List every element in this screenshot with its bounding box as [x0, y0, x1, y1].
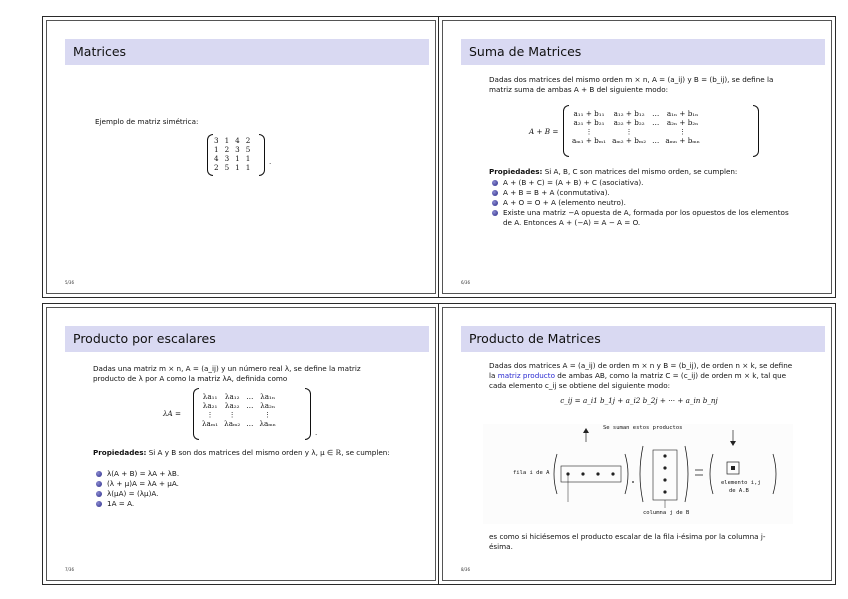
matrix-cell: λaₘ₂: [224, 419, 241, 428]
matrix-cell: 3: [235, 145, 240, 154]
page-number: 6/36: [461, 280, 470, 285]
slide-title: Producto de Matrices: [461, 326, 825, 352]
matrix-cell: λa₂₂: [224, 401, 240, 410]
property-item: A + B = B + A (conmutativa).: [489, 188, 789, 198]
property-item: λ(μA) = (λμ)A.: [93, 489, 393, 499]
matrix-row: [199, 419, 279, 428]
matrix-cell: a₂₁ + b₂₁: [573, 118, 605, 127]
matrix-cell: 4: [235, 136, 240, 145]
page-number: 5/36: [65, 280, 74, 285]
diagram-row-label: fila i de A: [513, 470, 550, 476]
properties-label: Propiedades:: [489, 167, 543, 176]
matrix-row: [199, 392, 279, 401]
matrix-cell: 3: [214, 136, 219, 145]
matrix-cell: 1: [245, 154, 251, 163]
matrix-cell: 5: [245, 145, 251, 154]
matrix-row: [211, 145, 253, 154]
matrix-cell: 2: [214, 163, 219, 172]
properties-label: Propiedades:: [93, 448, 147, 457]
matrix-cell: ⋮: [228, 410, 236, 419]
matrix-cell: ⋮: [678, 127, 687, 136]
matrix-cell: a₂ₙ + b₂ₙ: [666, 118, 699, 127]
matrix-cell: a₁ₙ + b₁ₙ: [666, 109, 699, 118]
matrix-cell: 1: [245, 163, 251, 172]
slide-title: Matrices: [65, 39, 429, 65]
matrix-row: [211, 154, 253, 163]
matrix-cell: a₂₂ + b₂₂: [613, 118, 645, 127]
matrix-cell: λa₂ₙ: [260, 401, 276, 410]
matrix-cell: 4: [214, 154, 219, 163]
matrix-cell: a₁₁ + b₁₁: [573, 109, 605, 118]
matrix-cell: ⋮: [206, 410, 214, 419]
intro-part-a: Dadas dos matrices A = (a_ij) de orden m × n y B = (b_ij), de orden n × k, se define la: [489, 361, 793, 380]
matrix-cell: 1: [235, 163, 240, 172]
diagram-elem-label-1: elemento i,j: [721, 480, 761, 486]
sum-lhs: A + B =: [529, 127, 559, 136]
slide-title: Producto por escalares: [65, 326, 429, 352]
period: .: [315, 428, 318, 437]
properties-text: Si A y B son dos matrices del mismo orden y λ, μ ∈ ℝ, se cumplen:: [148, 448, 390, 457]
matrix-cell: …: [246, 392, 254, 401]
matrix-cell: 5: [224, 163, 230, 172]
matrix-cell: λaₘₙ: [259, 419, 276, 428]
matrix-cell: 2: [245, 136, 251, 145]
slide-escalares: [42, 303, 440, 585]
matrix-cell: …: [246, 401, 254, 410]
matrix-cell: …: [652, 109, 660, 118]
page-number: 8/36: [461, 567, 470, 572]
property-item: A + (B + C) = (A + B) + C (asociativa).: [489, 178, 789, 188]
properties-intro: [489, 167, 799, 177]
matrix-row: [569, 136, 703, 145]
matrix-cell: [649, 127, 662, 136]
matrix-row: [569, 127, 703, 136]
matrix-row: [211, 136, 253, 145]
matrix-product-link[interactable]: matriz producto: [497, 371, 555, 380]
property-item: A + O = O + A (elemento neutro).: [489, 198, 789, 208]
matrix-cell: 1: [214, 145, 219, 154]
scalar-lhs: λA =: [163, 409, 182, 418]
matrix-cell: 3: [224, 154, 230, 163]
matrix-cell: aₘₙ + bₘₙ: [665, 136, 700, 145]
matrix-cell: λa₂₁: [202, 401, 218, 410]
slide-title: Suma de Matrices: [461, 39, 825, 65]
symmetric-matrix: [207, 134, 265, 176]
property-item: Existe una matriz −A opuesta de A, formada por los opuestos de los elementos de A. Entonces A + (−A) = A − A = O.: [489, 208, 789, 228]
diagram-elem-label-2: de A.B: [729, 488, 749, 494]
matrix-cell: ⋮: [264, 410, 272, 419]
slide-matrices: [42, 16, 440, 298]
matrix-cell: …: [652, 118, 660, 127]
matrix-cell: 1: [224, 136, 230, 145]
property-item: (λ + μ)A = λA + μA.: [93, 479, 393, 489]
product-diagram: [483, 424, 793, 524]
matrix-cell: …: [652, 136, 660, 145]
outro-text: es como si hiciésemos el producto escalar de la fila i-ésima por la columna j-ésima.: [489, 532, 766, 551]
intro-part-b: de ambas AB, como la matriz C = (c_ij) de orden m × k, tal que cada elemento c_ij se obtiene del siguiente modo:: [489, 371, 787, 390]
scalar-matrix: [193, 388, 311, 440]
matrix-cell: λa₁ₙ: [260, 392, 276, 401]
intro-text: Dadas dos matrices del mismo orden m × n, A = (a_ij) y B = (b_ij), se define la matriz suma de ambas A + B del siguiente modo:: [489, 75, 774, 94]
intro-text: [489, 361, 794, 391]
slide-producto: [438, 303, 836, 585]
matrix-row: [211, 163, 253, 172]
matrix-cell: aₘ₂ + bₘ₂: [612, 136, 647, 145]
intro-text: Dadas una matriz m × n, A = (a_ij) y un número real λ, se define la matriz producto de λ por A como la matriz λA, definida como: [93, 364, 361, 383]
property-item: λ(A + B) = λA + λB.: [93, 469, 393, 479]
matrix-cell: λaₘ₁: [202, 419, 219, 428]
properties-list: [489, 178, 789, 228]
matrix-cell: 1: [235, 154, 240, 163]
matrix-row: [569, 118, 703, 127]
page-number: 7/36: [65, 567, 74, 572]
matrix-cell: ⋮: [585, 127, 593, 136]
matrix-row: [199, 401, 279, 410]
diagram-top-label: Se suman estos productos: [603, 425, 683, 431]
properties-intro: [93, 448, 393, 458]
matrix-cell: λa₁₁: [202, 392, 218, 401]
matrix-cell: [243, 410, 256, 419]
matrix-cell: 2: [224, 145, 230, 154]
matrix-cell: λa₁₂: [224, 392, 240, 401]
product-formula: c_ij = a_i1 b_1j + a_i2 b_2j + ··· + a_in b_nj: [560, 396, 718, 405]
matrix-cell: …: [246, 419, 254, 428]
slide-suma: [438, 16, 836, 298]
matrix-cell: a₁₂ + b₁₂: [613, 109, 645, 118]
sum-matrix: [563, 105, 759, 157]
matrix-cell: aₘ₁ + bₘ₁: [572, 136, 607, 145]
period: .: [269, 157, 272, 166]
properties-list: [93, 469, 393, 509]
diagram-col-label: columna j de B: [643, 510, 690, 516]
property-item: 1A = A.: [93, 499, 393, 509]
matrix-cell: ⋮: [625, 127, 633, 136]
matrix-row: [569, 109, 703, 118]
properties-text: Si A, B, C son matrices del mismo orden, se cumplen:: [544, 167, 738, 176]
example-text: Ejemplo de matriz simétrica:: [95, 117, 199, 126]
matrix-row: [199, 410, 279, 419]
